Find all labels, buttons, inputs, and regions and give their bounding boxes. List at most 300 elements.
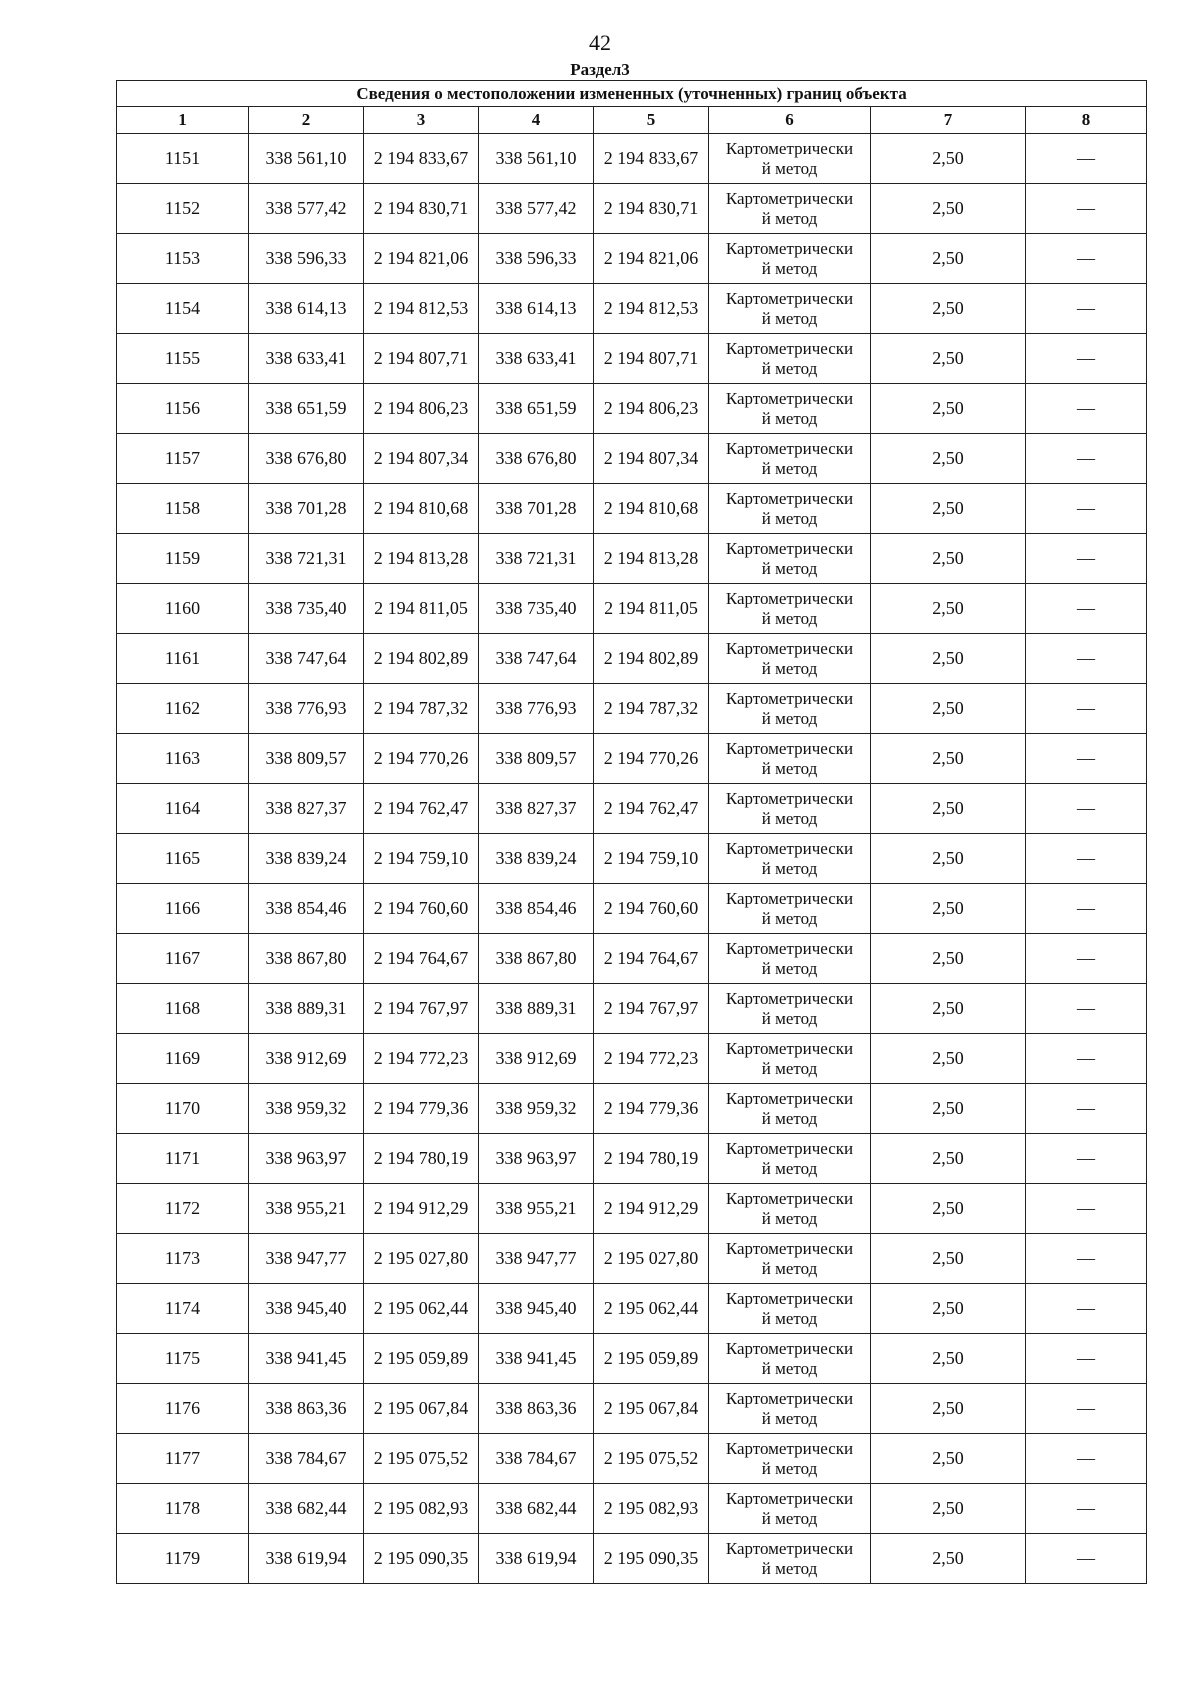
method-line-2: й метод	[761, 658, 818, 678]
cell-y2: 2 195 027,80	[594, 1234, 709, 1284]
table-row	[117, 284, 1147, 334]
method-line-2: й метод	[761, 458, 818, 478]
cell-x2: 338 947,77	[479, 1234, 594, 1284]
cell-precision: 2,50	[871, 1534, 1026, 1584]
cell-y1: 2 194 810,68	[364, 484, 479, 534]
method-line-2: й метод	[761, 358, 818, 378]
cell-precision: 2,50	[871, 1434, 1026, 1484]
cell-precision: 2,50	[871, 684, 1026, 734]
cell-method	[709, 934, 871, 984]
table-row	[117, 734, 1147, 784]
method-line-1: Картометрически	[725, 1438, 854, 1458]
cell-note: —	[1026, 634, 1147, 684]
cell-x1: 338 854,46	[249, 884, 364, 934]
cell-note: —	[1026, 284, 1147, 334]
column-number: 3	[364, 107, 479, 134]
method-line-2: й метод	[761, 708, 818, 728]
cell-y1: 2 194 764,67	[364, 934, 479, 984]
method-line-1: Картометрически	[725, 1088, 854, 1108]
cell-x1: 338 676,80	[249, 434, 364, 484]
cell-method	[709, 784, 871, 834]
cell-method	[709, 684, 871, 734]
coordinates-table	[116, 80, 1147, 1584]
cell-x1: 338 784,67	[249, 1434, 364, 1484]
method-line-2: й метод	[761, 1408, 818, 1428]
cell-method	[709, 534, 871, 584]
table-row	[117, 334, 1147, 384]
cell-precision: 2,50	[871, 934, 1026, 984]
cell-precision: 2,50	[871, 384, 1026, 434]
method-line-1: Картометрически	[725, 1188, 854, 1208]
column-number: 2	[249, 107, 364, 134]
cell-x1: 338 561,10	[249, 134, 364, 184]
method-line-1: Картометрически	[725, 1538, 854, 1558]
cell-n: 1170	[117, 1084, 249, 1134]
method-line-1: Картометрически	[725, 1338, 854, 1358]
cell-precision: 2,50	[871, 1134, 1026, 1184]
table-row	[117, 384, 1147, 434]
cell-method	[709, 1134, 871, 1184]
cell-y1: 2 194 912,29	[364, 1184, 479, 1234]
cell-x1: 338 809,57	[249, 734, 364, 784]
cell-note: —	[1026, 784, 1147, 834]
cell-y2: 2 195 062,44	[594, 1284, 709, 1334]
cell-y2: 2 194 812,53	[594, 284, 709, 334]
cell-precision: 2,50	[871, 434, 1026, 484]
cell-x1: 338 827,37	[249, 784, 364, 834]
cell-x2: 338 747,64	[479, 634, 594, 684]
cell-x2: 338 561,10	[479, 134, 594, 184]
cell-precision: 2,50	[871, 984, 1026, 1034]
cell-n: 1159	[117, 534, 249, 584]
cell-y1: 2 195 027,80	[364, 1234, 479, 1284]
method-line-2: й метод	[761, 158, 818, 178]
method-line-2: й метод	[761, 1258, 818, 1278]
cell-n: 1158	[117, 484, 249, 534]
cell-y1: 2 194 821,06	[364, 234, 479, 284]
cell-note: —	[1026, 1034, 1147, 1084]
method-line-1: Картометрически	[725, 1388, 854, 1408]
cell-y2: 2 194 802,89	[594, 634, 709, 684]
cell-precision: 2,50	[871, 1034, 1026, 1084]
cell-x2: 338 889,31	[479, 984, 594, 1034]
method-line-2: й метод	[761, 408, 818, 428]
method-line-2: й метод	[761, 858, 818, 878]
cell-note: —	[1026, 1334, 1147, 1384]
cell-precision: 2,50	[871, 784, 1026, 834]
cell-x1: 338 596,33	[249, 234, 364, 284]
method-line-1: Картометрически	[725, 888, 854, 908]
cell-y1: 2 194 813,28	[364, 534, 479, 584]
cell-y2: 2 195 059,89	[594, 1334, 709, 1384]
cell-y2: 2 194 912,29	[594, 1184, 709, 1234]
cell-x2: 338 721,31	[479, 534, 594, 584]
method-line-1: Картометрически	[725, 488, 854, 508]
cell-x2: 338 596,33	[479, 234, 594, 284]
cell-x1: 338 941,45	[249, 1334, 364, 1384]
cell-n: 1160	[117, 584, 249, 634]
cell-n: 1168	[117, 984, 249, 1034]
cell-x2: 338 633,41	[479, 334, 594, 384]
column-number-row	[117, 107, 1147, 134]
method-line-1: Картометрически	[725, 1038, 854, 1058]
cell-x1: 338 735,40	[249, 584, 364, 634]
cell-x1: 338 701,28	[249, 484, 364, 534]
table-row	[117, 184, 1147, 234]
cell-method	[709, 234, 871, 284]
cell-x2: 338 854,46	[479, 884, 594, 934]
cell-n: 1157	[117, 434, 249, 484]
cell-x1: 338 867,80	[249, 934, 364, 984]
cell-y2: 2 194 830,71	[594, 184, 709, 234]
cell-x2: 338 776,93	[479, 684, 594, 734]
cell-x1: 338 959,32	[249, 1084, 364, 1134]
table-row	[117, 634, 1147, 684]
cell-precision: 2,50	[871, 1234, 1026, 1284]
table-row	[117, 1034, 1147, 1084]
method-line-2: й метод	[761, 608, 818, 628]
cell-method	[709, 184, 871, 234]
cell-n: 1164	[117, 784, 249, 834]
cell-y1: 2 194 787,32	[364, 684, 479, 734]
method-line-2: й метод	[761, 1558, 818, 1578]
cell-y1: 2 195 067,84	[364, 1384, 479, 1434]
cell-n: 1177	[117, 1434, 249, 1484]
cell-method	[709, 1434, 871, 1484]
cell-method	[709, 1384, 871, 1434]
cell-note: —	[1026, 584, 1147, 634]
method-line-2: й метод	[761, 1308, 818, 1328]
cell-y1: 2 195 090,35	[364, 1534, 479, 1584]
table-body	[117, 134, 1147, 1584]
cell-y2: 2 194 779,36	[594, 1084, 709, 1134]
cell-precision: 2,50	[871, 184, 1026, 234]
cell-x2: 338 963,97	[479, 1134, 594, 1184]
table-row	[117, 884, 1147, 934]
cell-x1: 338 614,13	[249, 284, 364, 334]
section-title: Раздел3	[570, 60, 630, 79]
column-number: 5	[594, 107, 709, 134]
method-line-2: й метод	[761, 308, 818, 328]
cell-y2: 2 195 075,52	[594, 1434, 709, 1484]
cell-y2: 2 194 764,67	[594, 934, 709, 984]
cell-y1: 2 194 830,71	[364, 184, 479, 234]
cell-y2: 2 194 833,67	[594, 134, 709, 184]
method-line-1: Картометрически	[725, 538, 854, 558]
cell-y2: 2 194 772,23	[594, 1034, 709, 1084]
method-line-1: Картометрически	[725, 1488, 854, 1508]
cell-x1: 338 682,44	[249, 1484, 364, 1534]
cell-y1: 2 194 811,05	[364, 584, 479, 634]
method-line-1: Картометрически	[725, 588, 854, 608]
table-row	[117, 934, 1147, 984]
cell-precision: 2,50	[871, 284, 1026, 334]
method-line-1: Картометрически	[725, 638, 854, 658]
cell-y1: 2 194 780,19	[364, 1134, 479, 1184]
cell-note: —	[1026, 934, 1147, 984]
cell-note: —	[1026, 884, 1147, 934]
cell-n: 1178	[117, 1484, 249, 1534]
cell-method	[709, 884, 871, 934]
cell-method	[709, 734, 871, 784]
method-line-1: Картометрически	[725, 738, 854, 758]
table-row	[117, 534, 1147, 584]
cell-precision: 2,50	[871, 484, 1026, 534]
method-line-2: й метод	[761, 208, 818, 228]
method-line-2: й метод	[761, 1458, 818, 1478]
cell-x2: 338 577,42	[479, 184, 594, 234]
table-row	[117, 1434, 1147, 1484]
cell-y2: 2 194 767,97	[594, 984, 709, 1034]
table-row	[117, 484, 1147, 534]
column-number: 6	[709, 107, 871, 134]
method-line-2: й метод	[761, 1158, 818, 1178]
cell-x1: 338 889,31	[249, 984, 364, 1034]
cell-x1: 338 633,41	[249, 334, 364, 384]
cell-note: —	[1026, 1084, 1147, 1134]
cell-precision: 2,50	[871, 1184, 1026, 1234]
table-row	[117, 1534, 1147, 1584]
method-line-2: й метод	[761, 508, 818, 528]
cell-x1: 338 776,93	[249, 684, 364, 734]
cell-precision: 2,50	[871, 1384, 1026, 1434]
cell-y1: 2 194 779,36	[364, 1084, 479, 1134]
cell-method	[709, 1034, 871, 1084]
table-row	[117, 1234, 1147, 1284]
cell-x2: 338 701,28	[479, 484, 594, 534]
method-line-1: Картометрически	[725, 288, 854, 308]
method-line-1: Картометрически	[725, 788, 854, 808]
cell-n: 1151	[117, 134, 249, 184]
method-line-1: Картометрически	[725, 238, 854, 258]
cell-y2: 2 194 759,10	[594, 834, 709, 884]
cell-y1: 2 195 082,93	[364, 1484, 479, 1534]
cell-n: 1174	[117, 1284, 249, 1334]
cell-method	[709, 284, 871, 334]
method-line-2: й метод	[761, 1108, 818, 1128]
method-line-2: й метод	[761, 1508, 818, 1528]
cell-y2: 2 194 787,32	[594, 684, 709, 734]
method-line-1: Картометрически	[725, 138, 854, 158]
cell-note: —	[1026, 734, 1147, 784]
cell-y2: 2 194 807,34	[594, 434, 709, 484]
table-row	[117, 1284, 1147, 1334]
table-row	[117, 784, 1147, 834]
cell-x2: 338 614,13	[479, 284, 594, 334]
table-row	[117, 834, 1147, 884]
method-line-2: й метод	[761, 1358, 818, 1378]
cell-method	[709, 834, 871, 884]
method-line-1: Картометрически	[725, 438, 854, 458]
cell-method	[709, 1534, 871, 1584]
cell-y2: 2 194 810,68	[594, 484, 709, 534]
method-line-2: й метод	[761, 908, 818, 928]
table-row	[117, 1384, 1147, 1434]
cell-note: —	[1026, 1484, 1147, 1534]
cell-precision: 2,50	[871, 1334, 1026, 1384]
cell-n: 1161	[117, 634, 249, 684]
cell-x2: 338 839,24	[479, 834, 594, 884]
column-number: 8	[1026, 107, 1147, 134]
method-line-2: й метод	[761, 758, 818, 778]
cell-y2: 2 195 067,84	[594, 1384, 709, 1434]
cell-x2: 338 809,57	[479, 734, 594, 784]
cell-n: 1167	[117, 934, 249, 984]
method-line-1: Картометрически	[725, 938, 854, 958]
table-row	[117, 1334, 1147, 1384]
method-line-2: й метод	[761, 808, 818, 828]
cell-n: 1154	[117, 284, 249, 334]
table-row	[117, 1134, 1147, 1184]
method-line-2: й метод	[761, 1208, 818, 1228]
method-line-1: Картометрически	[725, 1238, 854, 1258]
cell-note: —	[1026, 1534, 1147, 1584]
cell-x1: 338 945,40	[249, 1284, 364, 1334]
cell-note: —	[1026, 234, 1147, 284]
cell-method	[709, 634, 871, 684]
cell-n: 1166	[117, 884, 249, 934]
cell-y1: 2 195 059,89	[364, 1334, 479, 1384]
cell-y1: 2 194 807,71	[364, 334, 479, 384]
cell-n: 1179	[117, 1534, 249, 1584]
cell-method	[709, 434, 871, 484]
cell-note: —	[1026, 1234, 1147, 1284]
cell-method	[709, 1184, 871, 1234]
cell-x2: 338 912,69	[479, 1034, 594, 1084]
cell-y2: 2 194 770,26	[594, 734, 709, 784]
cell-precision: 2,50	[871, 1484, 1026, 1534]
cell-y2: 2 194 760,60	[594, 884, 709, 934]
cell-precision: 2,50	[871, 884, 1026, 934]
cell-x1: 338 721,31	[249, 534, 364, 584]
table-caption-row	[117, 81, 1147, 107]
cell-x1: 338 947,77	[249, 1234, 364, 1284]
cell-n: 1163	[117, 734, 249, 784]
cell-y1: 2 194 759,10	[364, 834, 479, 884]
cell-note: —	[1026, 834, 1147, 884]
cell-y2: 2 194 821,06	[594, 234, 709, 284]
cell-y2: 2 194 813,28	[594, 534, 709, 584]
cell-x1: 338 651,59	[249, 384, 364, 434]
cell-note: —	[1026, 984, 1147, 1034]
cell-method	[709, 384, 871, 434]
cell-method	[709, 1084, 871, 1134]
method-line-1: Картометрически	[725, 188, 854, 208]
cell-x2: 338 945,40	[479, 1284, 594, 1334]
cell-n: 1176	[117, 1384, 249, 1434]
cell-method	[709, 334, 871, 384]
method-line-1: Картометрически	[725, 988, 854, 1008]
table-caption: Сведения о местоположении измененных (уточненных) границ объекта	[117, 81, 1147, 107]
cell-precision: 2,50	[871, 734, 1026, 784]
cell-x2: 338 784,67	[479, 1434, 594, 1484]
cell-y2: 2 194 807,71	[594, 334, 709, 384]
cell-y1: 2 194 807,34	[364, 434, 479, 484]
cell-x2: 338 867,80	[479, 934, 594, 984]
method-line-2: й метод	[761, 958, 818, 978]
cell-x2: 338 651,59	[479, 384, 594, 434]
table-row	[117, 684, 1147, 734]
cell-note: —	[1026, 434, 1147, 484]
cell-method	[709, 1484, 871, 1534]
cell-n: 1171	[117, 1134, 249, 1184]
cell-note: —	[1026, 1184, 1147, 1234]
method-line-1: Картометрически	[725, 1288, 854, 1308]
table-row	[117, 234, 1147, 284]
cell-n: 1155	[117, 334, 249, 384]
cell-note: —	[1026, 134, 1147, 184]
cell-x1: 338 955,21	[249, 1184, 364, 1234]
cell-precision: 2,50	[871, 834, 1026, 884]
page-number: 42	[589, 30, 611, 55]
table-row	[117, 584, 1147, 634]
column-number: 7	[871, 107, 1026, 134]
cell-precision: 2,50	[871, 134, 1026, 184]
cell-y2: 2 195 082,93	[594, 1484, 709, 1534]
cell-method	[709, 134, 871, 184]
cell-x1: 338 747,64	[249, 634, 364, 684]
cell-precision: 2,50	[871, 334, 1026, 384]
method-line-1: Картометрически	[725, 688, 854, 708]
method-line-2: й метод	[761, 558, 818, 578]
cell-method	[709, 1234, 871, 1284]
cell-method	[709, 1334, 871, 1384]
table-row	[117, 1084, 1147, 1134]
cell-precision: 2,50	[871, 584, 1026, 634]
cell-precision: 2,50	[871, 234, 1026, 284]
cell-n: 1152	[117, 184, 249, 234]
table-row	[117, 1184, 1147, 1234]
cell-note: —	[1026, 1284, 1147, 1334]
cell-y1: 2 194 833,67	[364, 134, 479, 184]
cell-y1: 2 194 767,97	[364, 984, 479, 1034]
cell-note: —	[1026, 684, 1147, 734]
cell-n: 1173	[117, 1234, 249, 1284]
table-row	[117, 134, 1147, 184]
cell-x2: 338 682,44	[479, 1484, 594, 1534]
cell-n: 1162	[117, 684, 249, 734]
cell-method	[709, 584, 871, 634]
cell-x2: 338 619,94	[479, 1534, 594, 1584]
cell-x1: 338 577,42	[249, 184, 364, 234]
cell-precision: 2,50	[871, 1084, 1026, 1134]
column-number: 1	[117, 107, 249, 134]
cell-y1: 2 194 812,53	[364, 284, 479, 334]
cell-y2: 2 194 806,23	[594, 384, 709, 434]
cell-x2: 338 735,40	[479, 584, 594, 634]
cell-y1: 2 195 075,52	[364, 1434, 479, 1484]
table-row	[117, 434, 1147, 484]
cell-x1: 338 963,97	[249, 1134, 364, 1184]
cell-n: 1165	[117, 834, 249, 884]
cell-n: 1172	[117, 1184, 249, 1234]
method-line-2: й метод	[761, 1058, 818, 1078]
method-line-1: Картометрически	[725, 1138, 854, 1158]
cell-note: —	[1026, 1134, 1147, 1184]
cell-n: 1175	[117, 1334, 249, 1384]
cell-y1: 2 195 062,44	[364, 1284, 479, 1334]
cell-x2: 338 955,21	[479, 1184, 594, 1234]
cell-y1: 2 194 770,26	[364, 734, 479, 784]
method-line-1: Картометрически	[725, 338, 854, 358]
cell-x2: 338 676,80	[479, 434, 594, 484]
cell-method	[709, 1284, 871, 1334]
cell-n: 1156	[117, 384, 249, 434]
cell-y2: 2 194 762,47	[594, 784, 709, 834]
cell-x1: 338 863,36	[249, 1384, 364, 1434]
cell-note: —	[1026, 334, 1147, 384]
cell-x2: 338 959,32	[479, 1084, 594, 1134]
